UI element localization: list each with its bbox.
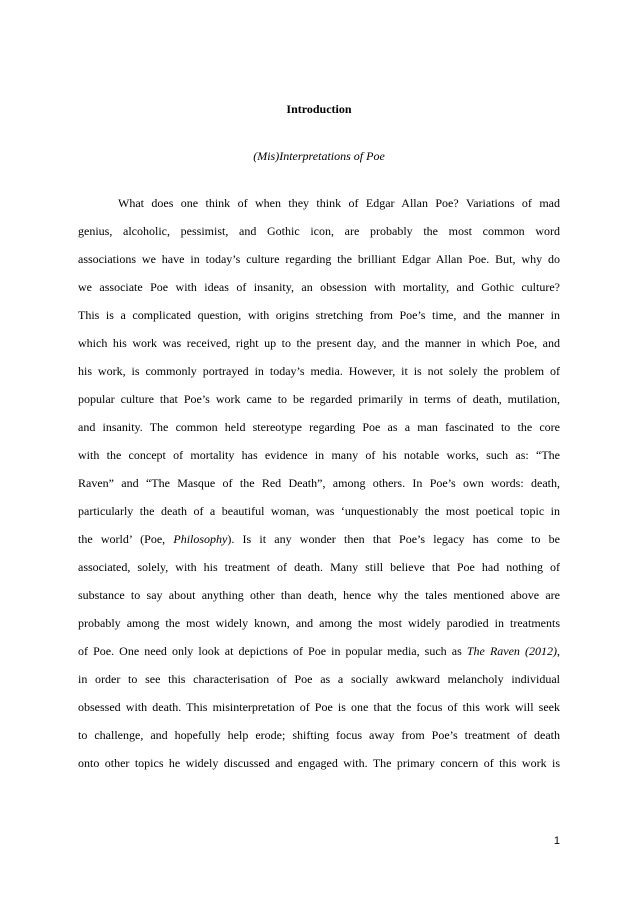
paragraph-line: This is a complicated question, with origins stretching from Poe’s time, and the manner in — [78, 308, 560, 322]
paragraph-line: substance to say about anything other than death, hence why the tales mentioned above are — [78, 588, 560, 602]
paragraph-line: probably among the most widely known, and among the most widely parodied in treatments — [78, 616, 560, 630]
paragraph-line: which his work was received, right up to the present day, and the manner in which Poe, and — [78, 336, 560, 350]
paragraph-line: with the concept of mortality has evidence in many of his notable works, such as: “The — [78, 448, 560, 462]
paragraph-line — [78, 532, 560, 546]
italic-citation: Philosophy — [173, 532, 228, 546]
paragraph-line: associated, solely, with his treatment of death. Many still believe that Poe had nothing of — [78, 560, 560, 574]
paragraph-line: onto other topics he widely discussed and engaged with. The primary concern of this work is — [78, 756, 560, 770]
line-text: , — [557, 644, 561, 658]
paragraph-line: in order to see this characterisation of Poe as a socially awkward melancholy individual — [78, 672, 560, 686]
paragraph-line: to challenge, and hopefully help erode; shifting focus away from Poe’s treatment of death — [78, 728, 560, 742]
italic-film-title: The Raven (2012) — [466, 644, 558, 658]
paragraph-line: What does one think of when they think of Edgar Allan Poe? Variations of mad — [118, 196, 560, 210]
paragraph-line: associations we have in today’s culture regarding the brilliant Edgar Allan Poe. But, why do — [78, 252, 560, 266]
line-text: the world’ (Poe, — [78, 532, 174, 546]
page-number: 1 — [553, 835, 560, 847]
paragraph-line: Raven” and “The Masque of the Red Death”, among others. In Poe’s own words: death, — [78, 476, 560, 490]
paragraph-line: and insanity. The common held stereotype regarding Poe as a man fascinated to the core — [78, 420, 560, 434]
line-text: of Poe. One need only look at depictions of Poe in popular media, such as — [78, 644, 467, 658]
paragraph-line: we associate Poe with ideas of insanity, an obsession with mortality, and Gothic culture? — [78, 280, 560, 294]
paragraph-line: particularly the death of a beautiful woman, was ‘unquestionably the most poetical topic in — [78, 504, 560, 518]
paragraph-line: genius, alcoholic, pessimist, and Gothic icon, are probably the most common word — [78, 224, 560, 238]
line-text: ). Is it any wonder then that Poe’s legacy has come to be — [227, 532, 560, 546]
section-title: Introduction — [286, 102, 352, 116]
paragraph-line: his work, is commonly portrayed in today’s media. However, it is not solely the problem of — [78, 364, 560, 378]
paragraph-line: obsessed with death. This misinterpretation of Poe is one that the focus of this work will seek — [78, 700, 560, 714]
section-subtitle: (Mis)Interpretations of Poe — [253, 149, 385, 163]
paragraph-line — [78, 644, 560, 658]
paragraph-line: popular culture that Poe’s work came to be regarded primarily in terms of death, mutilation, — [78, 392, 560, 406]
